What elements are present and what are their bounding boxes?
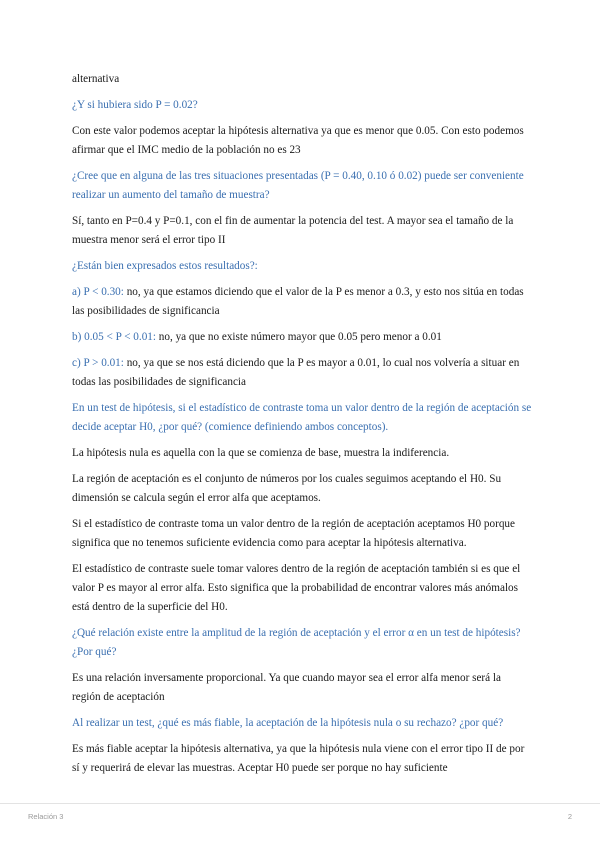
page-footer xyxy=(0,803,600,850)
option-label: a) P < 0.30: xyxy=(72,286,124,298)
answer-paragraph: El estadístico de contraste suele tomar valores dentro de la región de aceptación también si es que el valor P es mayor al error alfa. Esto significa que la probabilidad de encontrar valores más anómalos está dentro de la superficie del H0. xyxy=(72,563,521,613)
option-answer: no, ya que se nos está diciendo que la P es mayor a 0.01, lo cual nos volvería a situar en todas las posibilidades de significancia xyxy=(72,357,520,388)
question-paragraph: En un test de hipótesis, si el estadístico de contraste toma un valor dentro de la región de aceptación se decide aceptar H0, ¿por qué? (comience definiendo ambos conceptos). xyxy=(72,402,532,433)
answer-paragraph: La región de aceptación es el conjunto de números por los cuales seguimos aceptando el H0. Su dimensión se calcula según el error alfa que aceptamos. xyxy=(72,473,502,504)
option-label: c) P > 0.01: xyxy=(72,357,124,369)
question-paragraph: ¿Qué relación existe entre la amplitud de la región de aceptación y el error α en un test de hipótesis? ¿Por qué? xyxy=(72,627,521,658)
answer-paragraph: Es más fiable aceptar la hipótesis alternativa, ya que la hipótesis nula viene con el error tipo II de por sí y requerirá de elevar las muestras. Aceptar H0 puede ser porque no hay suficiente xyxy=(72,743,525,774)
answer-paragraph: Con este valor podemos aceptar la hipótesis alternativa ya que es menor que 0.05. Con esto podemos afirmar que el IMC medio de la población no es 23 xyxy=(72,125,524,156)
footer-section-title: Relación 3 xyxy=(28,812,64,821)
option-paragraph-b xyxy=(72,328,532,347)
option-paragraph-c xyxy=(72,354,532,392)
option-answer: no, ya que no existe número mayor que 0.05 pero menor a 0.01 xyxy=(156,331,442,343)
option-answer: no, ya que estamos diciendo que el valor de la P es menor a 0.3, y esto nos sitúa en todas las posibilidades de significancia xyxy=(72,286,524,317)
page-number: 2 xyxy=(567,812,572,821)
option-paragraph-a xyxy=(72,283,532,321)
answer-paragraph: La hipótesis nula es aquella con la que se comienza de base, muestra la indiferencia. xyxy=(72,447,450,459)
answer-paragraph: alternativa xyxy=(72,73,120,85)
question-paragraph: ¿Cree que en alguna de las tres situaciones presentadas (P = 0.40, 0.10 ó 0.02) puede ser conveniente realizar un aumento del tamaño de muestra? xyxy=(72,170,524,201)
answer-paragraph: Si el estadístico de contraste toma un valor dentro de la región de aceptación aceptamos H0 porque significa que no tenemos suficiente evidencia como para aceptar la hipótesis alternativa. xyxy=(72,518,515,549)
document-body xyxy=(72,70,532,785)
question-paragraph: ¿Están bien expresados estos resultados?: xyxy=(72,260,258,272)
option-label: b) 0.05 < P < 0.01: xyxy=(72,331,156,343)
answer-paragraph: Es una relación inversamente proporcional. Ya que cuando mayor sea el error alfa menor será la región de aceptación xyxy=(72,672,501,703)
question-paragraph: ¿Y si hubiera sido P = 0.02? xyxy=(72,99,198,111)
question-paragraph: Al realizar un test, ¿qué es más fiable, la aceptación de la hipótesis nula o su rechazo? ¿por qué? xyxy=(72,717,504,729)
answer-paragraph: Sí, tanto en P=0.4 y P=0.1, con el fin de aumentar la potencia del test. A mayor sea el tamaño de la muestra menor será el error tipo II xyxy=(72,215,514,246)
